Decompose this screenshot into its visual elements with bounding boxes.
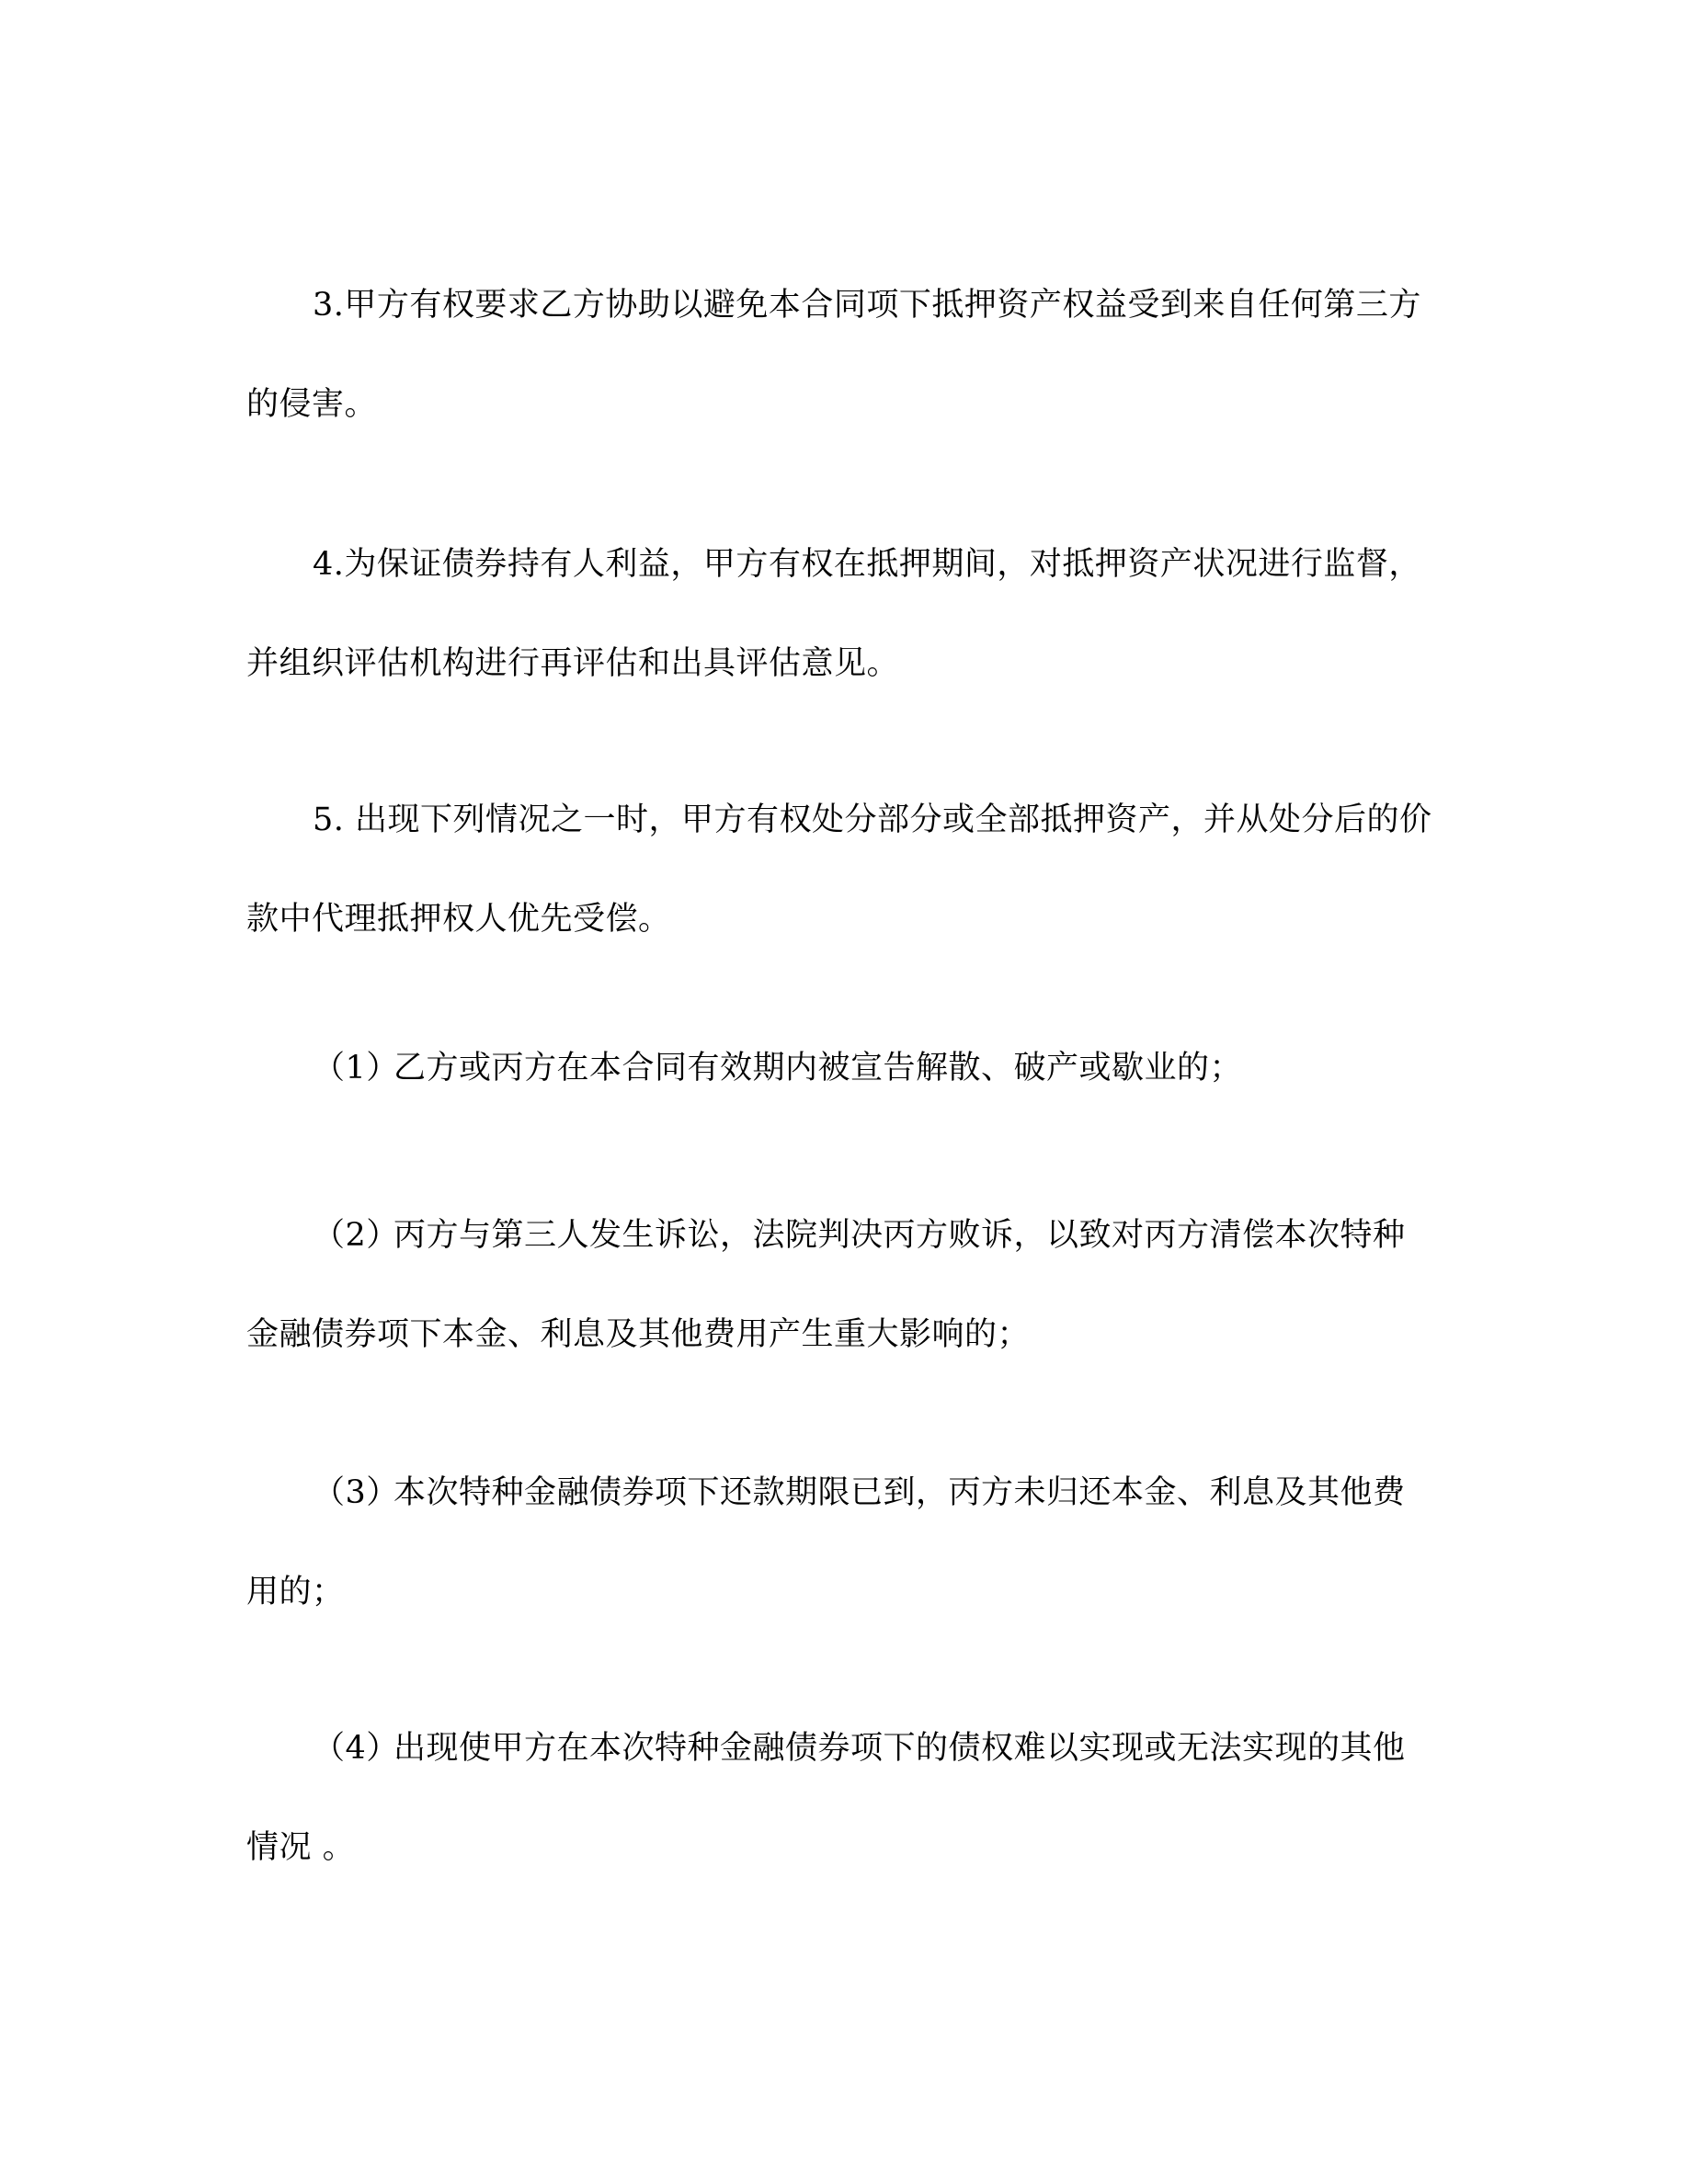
sub-item-4-marker: （4） (313, 1730, 399, 1767)
sub-item-2-line-2: 金融债券项下本金、利息及其他费用产生重大影响的； (246, 1316, 1031, 1353)
clause-5-line-2: 款中代理抵押权人优先受偿。 (246, 901, 671, 938)
clause-3-line-1: 3.甲方有权要求乙方协助以避免本合同项下抵押资产权益受到来自任何第三方 (313, 287, 1421, 324)
sub-item-2-line-1 (246, 1186, 1442, 1285)
sub-item-1-line-1 (246, 1018, 1442, 1118)
clause-5-line-1: 5. 出现下列情况之一时，甲方有权处分部分或全部抵押资产，并从处分后的价 (313, 802, 1432, 838)
sub-item-4-line-1 (246, 1699, 1442, 1798)
clause-4 (246, 515, 1442, 713)
sub-item-1-text: 乙方或丙方在本合同有效期内被宣告解散、破产或歇业的； (393, 1050, 1243, 1086)
sub-item-3 (246, 1443, 1442, 1642)
clause-4-line-2: 并组织评估机构进行再评估和出具评估意见。 (246, 645, 900, 682)
clause-3-line-2: 的侵害。 (246, 386, 378, 423)
sub-item-3-line-2: 用的； (246, 1574, 345, 1610)
sub-item-3-marker: （3） (313, 1474, 399, 1511)
sub-item-2-marker: （2） (313, 1217, 399, 1254)
sub-item-3-line-1 (246, 1443, 1442, 1542)
sub-item-1-marker: （1） (313, 1050, 399, 1086)
sub-item-3-text: 本次特种金融债券项下还款期限已到，丙方未归还本金、利息及其他费 (393, 1474, 1406, 1511)
clause-5 (246, 770, 1442, 969)
sub-item-2 (246, 1186, 1442, 1384)
sub-item-4-text: 出现使甲方在本次特种金融债券项下的债权难以实现或无法实现的其他 (393, 1730, 1406, 1767)
sub-item-2-text: 丙方与第三人发生诉讼，法院判决丙方败诉，以致对丙方清偿本次特种 (393, 1217, 1406, 1254)
sub-item-4 (246, 1699, 1442, 1897)
clause-3 (246, 256, 1442, 454)
clause-4-line-1: 4.为保证债券持有人利益，甲方有权在抵押期间，对抵押资产状况进行监督， (313, 546, 1421, 583)
sub-item-4-line-2: 情况 。 (246, 1829, 356, 1866)
sub-item-1 (246, 1018, 1442, 1118)
